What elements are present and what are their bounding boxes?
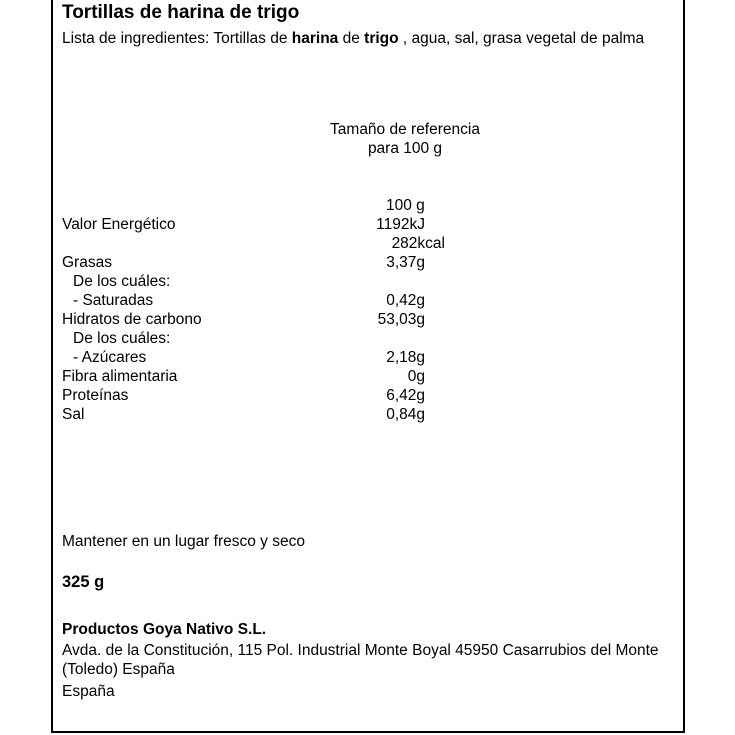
nutrition-label: Valor Energético <box>62 216 176 233</box>
ingredients-prefix: Lista de ingredientes: Tortillas de <box>62 30 292 47</box>
nutrition-label: Sal <box>62 406 85 423</box>
ingredient-harina: harina <box>291 30 339 47</box>
net-weight: 325 g <box>62 573 105 591</box>
ingredients-mid: de <box>338 30 365 47</box>
nutrition-label: Grasas <box>62 254 112 271</box>
nutrition-label: - Saturadas <box>73 292 154 309</box>
nutrition-value: 0g <box>407 368 425 385</box>
nutrition-value: 0,84g <box>386 406 425 423</box>
reference-line-2: para 100 g <box>367 140 443 157</box>
nutrition-value: 1192kJ <box>376 216 425 233</box>
nutrition-label: Hidratos de carbono <box>62 311 202 328</box>
reference-size <box>300 120 510 158</box>
ingredients-list <box>62 29 662 48</box>
company-country: España <box>62 683 115 700</box>
nutrition-value: 3,37g <box>386 254 425 271</box>
nutrition-label: Fibra alimentaria <box>62 368 178 385</box>
nutrition-label: De los cuáles: <box>73 330 171 347</box>
nutrition-value: 6,42g <box>386 387 425 404</box>
nutrition-value: 282kcal <box>391 235 445 252</box>
storage-instructions: Mantener en un lugar fresco y seco <box>62 533 305 550</box>
company-name: Productos Goya Nativo S.L. <box>62 621 267 638</box>
nutrition-header: 100 g <box>386 197 425 214</box>
nutrition-value: 2,18g <box>386 349 425 366</box>
ingredients-suffix: , agua, sal, grasa vegetal de palma <box>398 30 645 47</box>
nutrition-value: 0,42g <box>386 292 425 309</box>
ingredient-trigo: trigo <box>364 30 399 47</box>
reference-line-1: Tamaño de referencia <box>330 121 480 138</box>
nutrition-value: 53,03g <box>377 311 425 328</box>
product-title: Tortillas de harina de trigo <box>62 2 300 23</box>
company-address: Avda. de la Constitución, 115 Pol. Industrial Monte Boyal 45950 Casarrubios del Monte (Toledo) España <box>62 642 659 678</box>
nutrition-label: Proteínas <box>62 387 129 404</box>
nutrition-label: De los cuáles: <box>73 273 171 290</box>
nutrition-label: - Azúcares <box>73 349 147 366</box>
